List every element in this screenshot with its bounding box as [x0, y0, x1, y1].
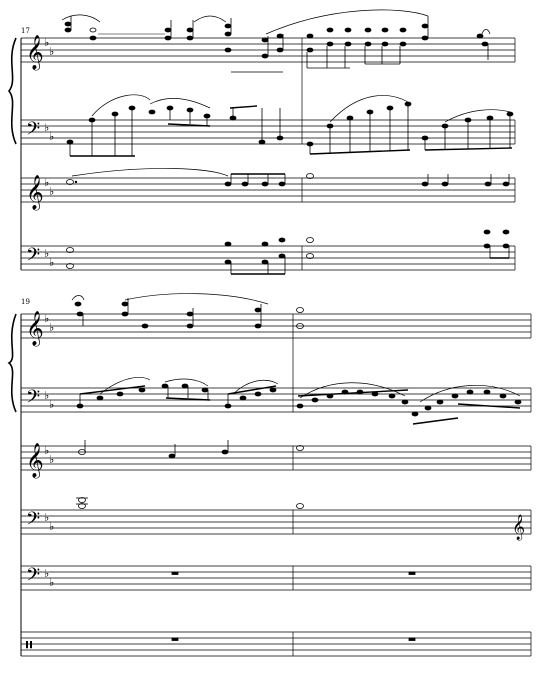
system1-bass-arpeggios: [67, 102, 513, 156]
bass-clef-icon: 𝄢: [26, 387, 41, 412]
svg-text:♭: ♭: [49, 45, 55, 58]
system2-staff-4-bass: [21, 510, 531, 534]
treble-clef-change-icon: 𝄞: [512, 515, 526, 540]
svg-text:♭: ♭: [49, 576, 55, 589]
svg-text:♭: ♭: [44, 36, 50, 49]
svg-text:♭: ♭: [49, 185, 55, 198]
svg-text:♭: ♭: [44, 312, 50, 325]
system2-staff-6-percussion: [21, 632, 531, 656]
svg-text:♭: ♭: [44, 567, 50, 580]
system1-piano-brace: [9, 38, 16, 144]
svg-text:♭: ♭: [44, 511, 50, 524]
system2-staff3-notes: [79, 440, 304, 458]
svg-text:♭: ♭: [49, 398, 55, 411]
key-signature-flats: [44, 36, 54, 589]
svg-text:♭: ♭: [44, 121, 50, 134]
system1-staff3-notes: [67, 168, 510, 186]
treble-clef-icon: 𝄞: [26, 175, 44, 210]
percussion-clef-icon: 𝄥: [26, 633, 32, 657]
svg-text:♭: ♭: [49, 321, 55, 334]
measure-number-17: 17: [21, 27, 30, 35]
whole-rest-icon: [172, 638, 178, 641]
bass-clef-icon: 𝄢: [26, 119, 41, 144]
system2-staff-5-bass: [21, 566, 531, 590]
svg-text:♭: ♭: [49, 520, 55, 533]
svg-text:♭: ♭: [49, 130, 55, 143]
whole-rest-icon: [409, 572, 415, 575]
treble-clef-icon: 𝄞: [26, 311, 44, 346]
system1-staff-piano-bass: [21, 120, 515, 144]
system2-staff-piano-treble: [21, 314, 531, 338]
treble-clef-icon: 𝄞: [26, 35, 44, 70]
measure-number-19: 19: [21, 298, 30, 306]
system2-treble-chords: [75, 298, 304, 329]
whole-rest-icon: [409, 638, 415, 641]
svg-text:♭: ♭: [49, 453, 55, 466]
treble-clef-icon: 𝄞: [26, 443, 44, 478]
bass-clef-icon: 𝄢: [26, 509, 41, 534]
system2-notes: [72, 294, 521, 641]
svg-text:♭: ♭: [44, 444, 50, 457]
svg-text:♭: ♭: [49, 256, 55, 269]
whole-rest-icon: [172, 572, 178, 575]
system2-piano-brace: [9, 314, 16, 412]
svg-text:♭: ♭: [44, 247, 50, 260]
system2-staff-3-treble: [21, 446, 531, 470]
svg-text:♭: ♭: [44, 176, 50, 189]
svg-text:♭: ♭: [44, 389, 50, 402]
bass-clef-icon: 𝄢: [26, 245, 41, 270]
bass-clef-icon: 𝄢: [26, 565, 41, 590]
system2-staff4-notes: [76, 498, 304, 509]
system2-bass-arpeggios: [77, 384, 521, 424]
system1-notes: [62, 10, 513, 274]
